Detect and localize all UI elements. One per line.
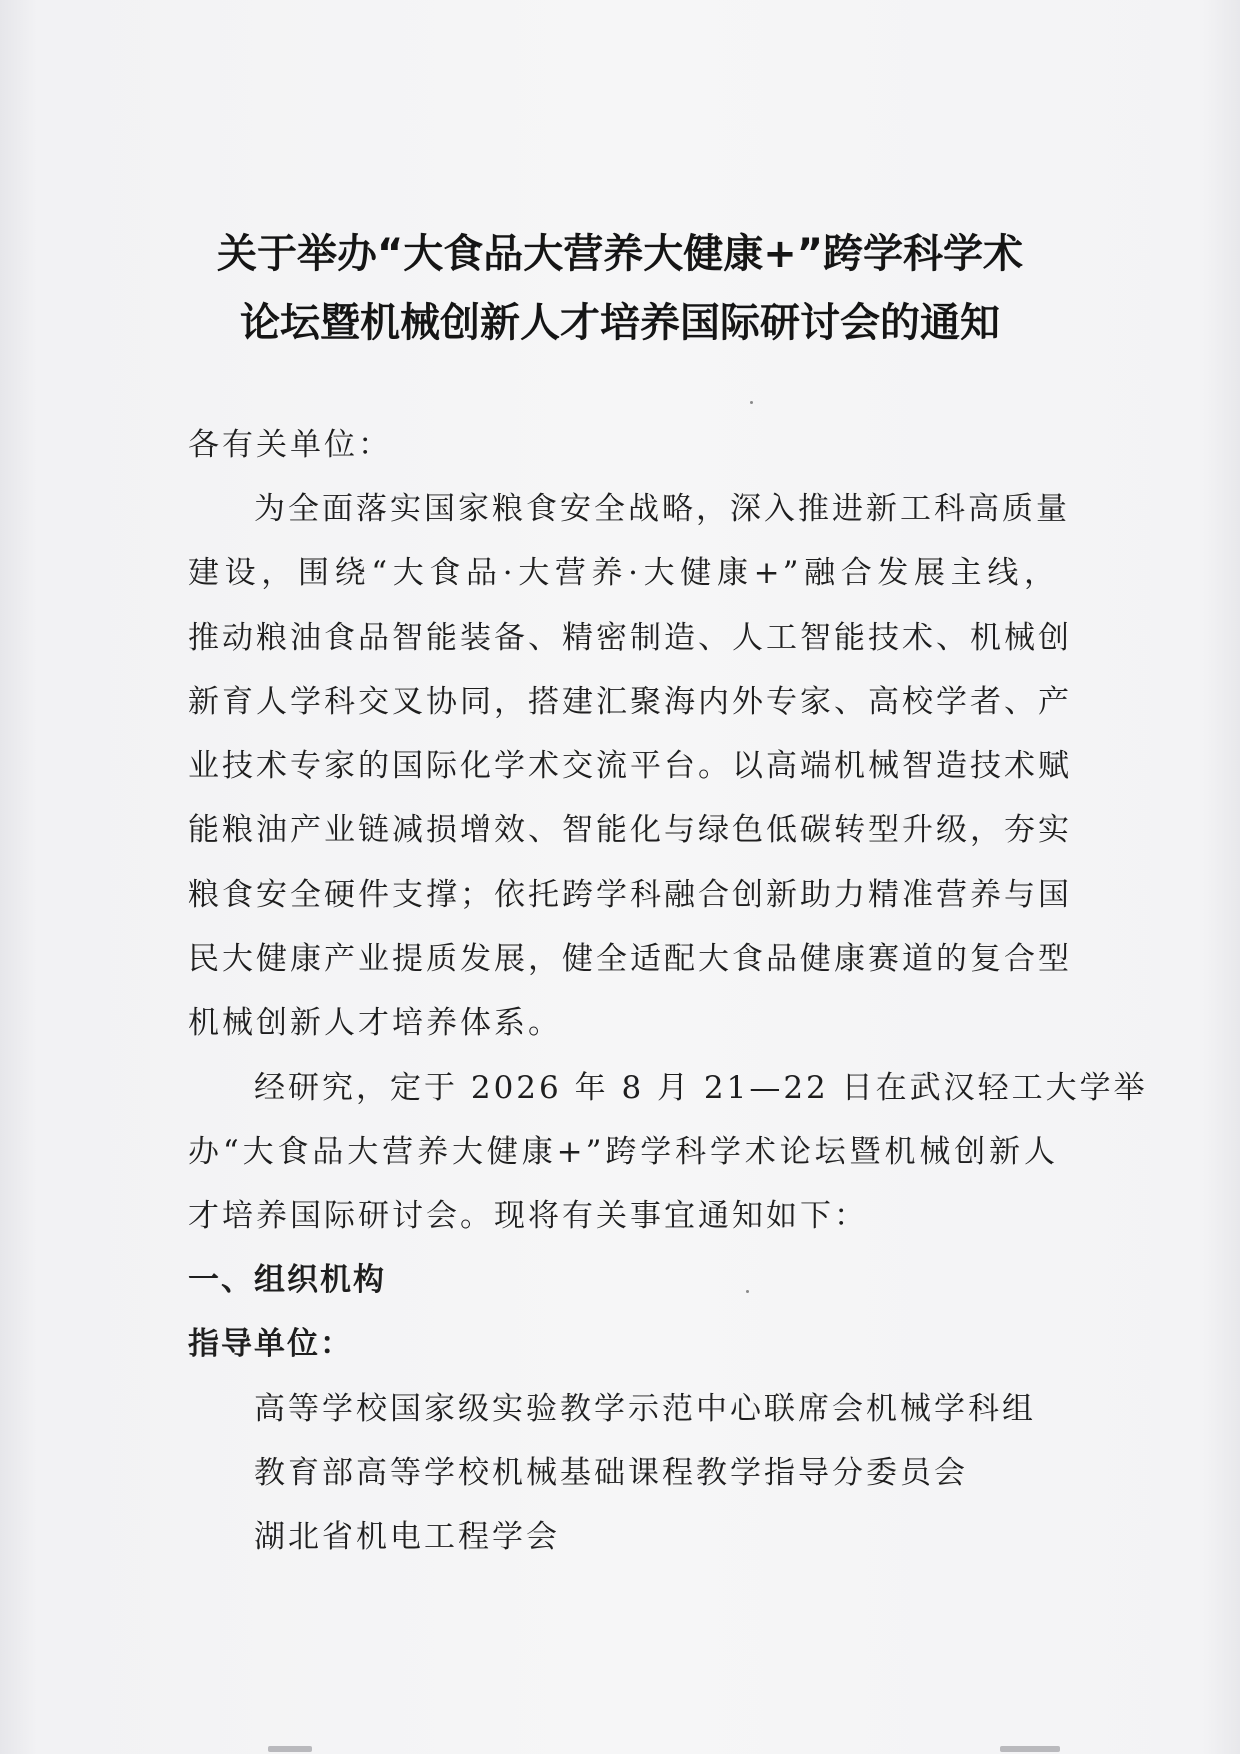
paragraph-2-line-2: 办“大食品大营养大健康+”跨学科学术论坛暨机械创新人 — [188, 1134, 1058, 1170]
guiding-unit-3: 湖北省机电工程学会 — [254, 1519, 560, 1555]
salutation: 各有关单位： — [188, 427, 392, 463]
guiding-unit-2: 教育部高等学校机械基础课程教学指导分委员会 — [254, 1455, 968, 1491]
scan-edge-mark — [268, 1746, 312, 1752]
paragraph-1-line-8: 民大健康产业提质发展，健全适配大食品健康赛道的复合型 — [188, 941, 1072, 977]
scan-edge-mark — [1000, 1746, 1060, 1752]
scan-speck — [750, 401, 753, 404]
paragraph-1-line-2: 建设，围绕“大食品·大营养·大健康+”融合发展主线， — [188, 555, 1058, 591]
paragraph-1-line-4: 新育人学科交叉协同，搭建汇聚海内外专家、高校学者、产 — [188, 684, 1072, 720]
section-heading: 一、组织机构 — [188, 1262, 386, 1298]
paragraph-1-line-1: 为全面落实国家粮食安全战略，深入推进新工科高质量 — [254, 491, 1070, 527]
paragraph-1-line-3: 推动粮油食品智能装备、精密制造、人工智能技术、机械创 — [188, 620, 1072, 656]
paragraph-1-line-5: 业技术专家的国际化学术交流平台。以高端机械智造技术赋 — [188, 748, 1072, 784]
scan-speck — [746, 1290, 749, 1293]
paragraph-2-line-1: 经研究，定于 2026 年 8 月 21—22 日在武汉轻工大学举 — [254, 1070, 1148, 1106]
document-title-line-2: 论坛暨机械创新人才培养国际研讨会的通知 — [240, 300, 1000, 346]
paragraph-2-line-3: 才培养国际研讨会。现将有关事宜通知如下： — [188, 1198, 868, 1234]
document-title-line-1: 关于举办“大食品大营养大健康+”跨学科学术 — [216, 231, 1024, 277]
paragraph-1-line-6: 能粮油产业链减损增效、智能化与绿色低碳转型升级，夯实 — [188, 812, 1072, 848]
section-subheading: 指导单位： — [188, 1326, 353, 1362]
guiding-unit-1: 高等学校国家级实验教学示范中心联席会机械学科组 — [254, 1391, 1036, 1427]
paragraph-1-line-9: 机械创新人才培养体系。 — [188, 1005, 562, 1041]
paragraph-1-line-7: 粮食安全硬件支撑；依托跨学科融合创新助力精准营养与国 — [188, 877, 1072, 913]
